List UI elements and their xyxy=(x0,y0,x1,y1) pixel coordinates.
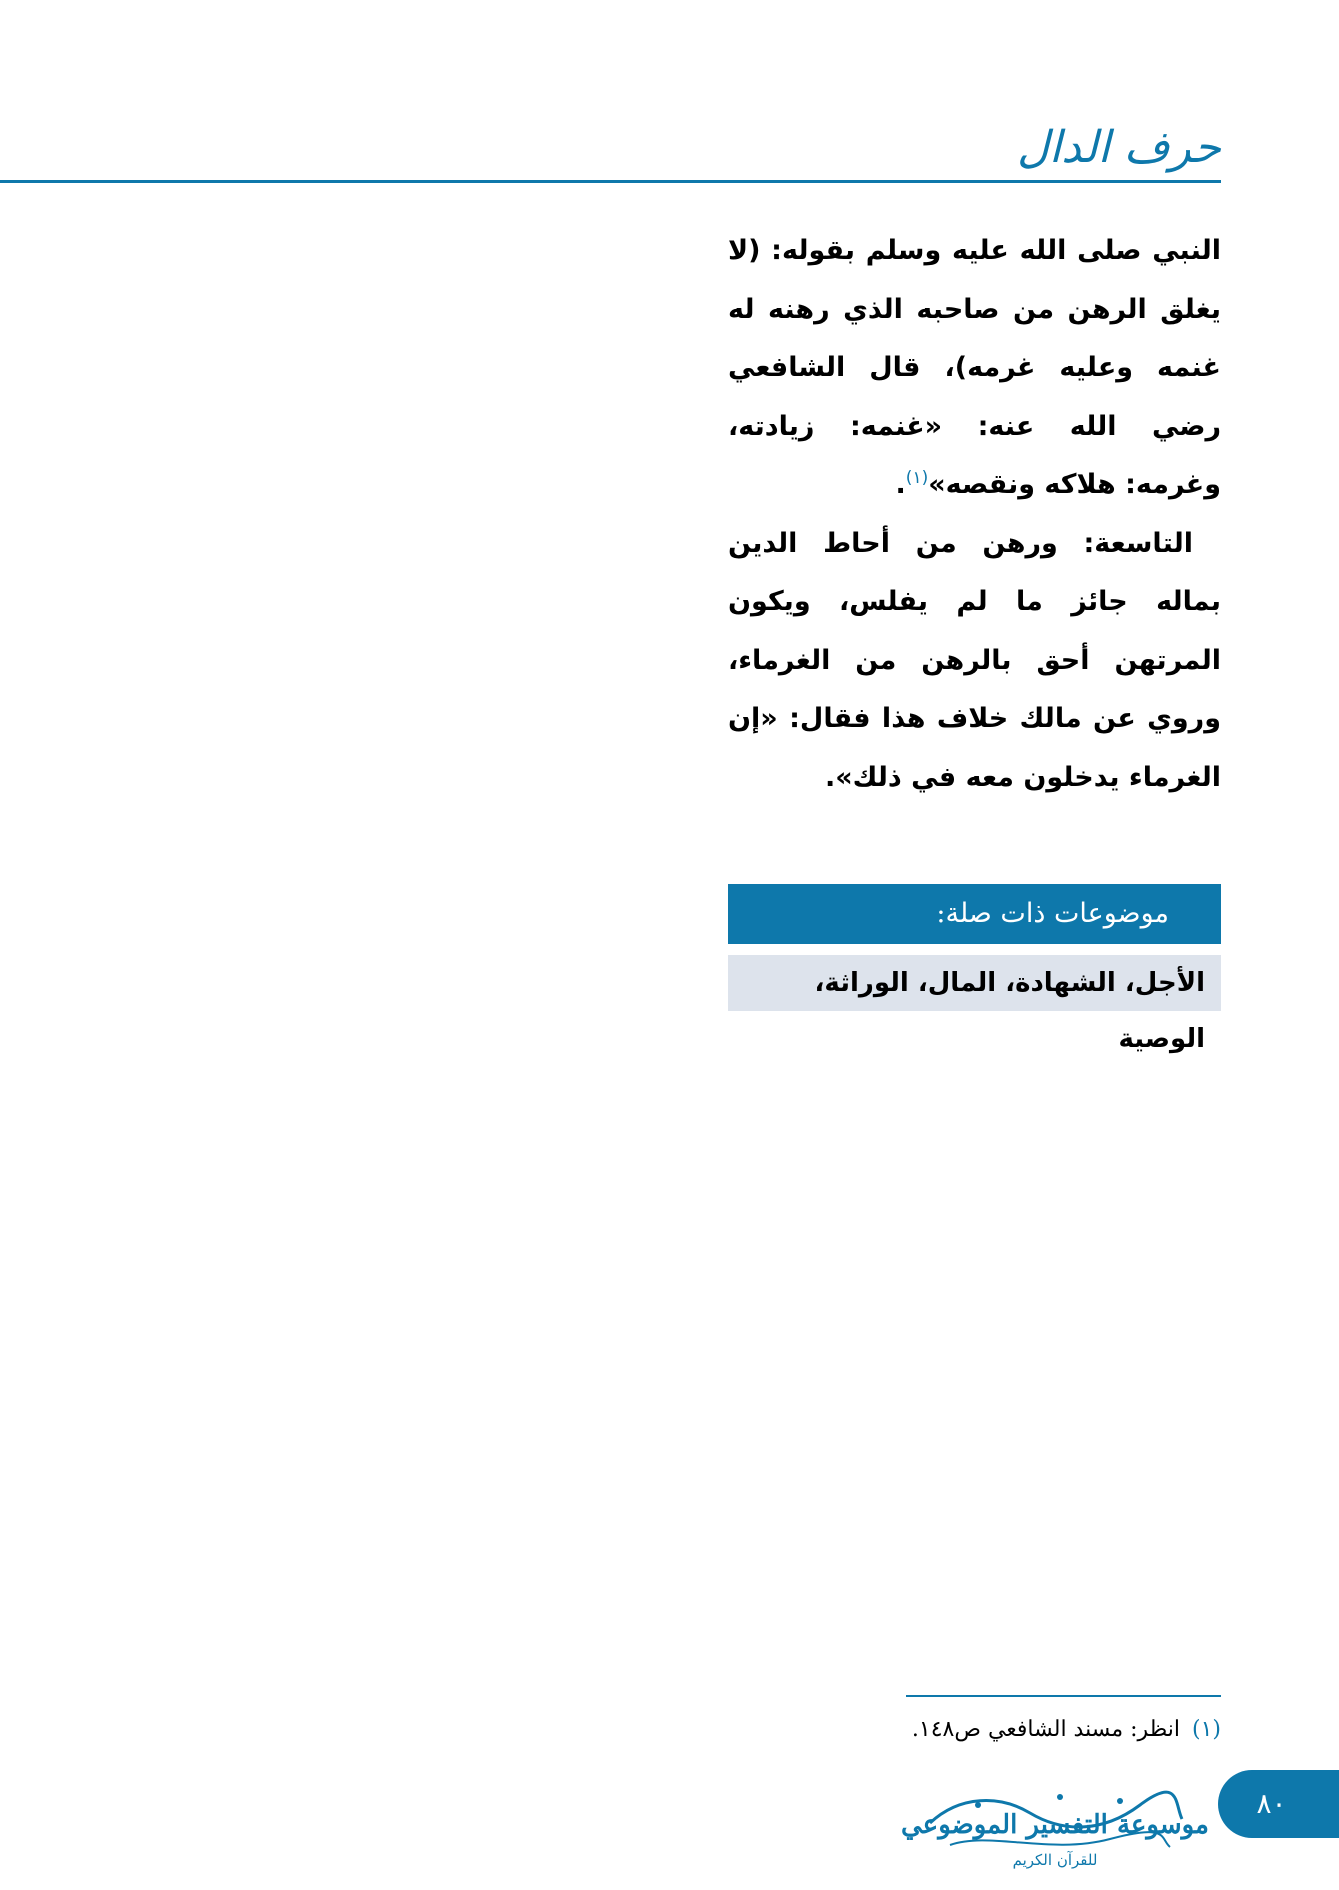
main-text-column xyxy=(728,222,1221,807)
logo-subtitle: للقرآن الكريم xyxy=(1012,1851,1098,1869)
footnote-text: انظر: مسند الشافعي ص١٤٨. xyxy=(911,1717,1180,1742)
footnote-reference[interactable]: (١) xyxy=(905,468,929,488)
footnote-1 xyxy=(700,1712,1221,1748)
logo-title: موسوعة التفسير الموضوعي xyxy=(901,1810,1209,1840)
section-title: حرف الدال xyxy=(1017,122,1221,173)
page-number-badge xyxy=(1218,1770,1339,1838)
footnote-number: (١) xyxy=(1191,1717,1221,1742)
paragraph-2 xyxy=(728,515,1221,808)
encyclopedia-logo xyxy=(901,1775,1209,1875)
paragraph-2-label: التاسعة: xyxy=(1083,527,1193,559)
logo-ornament-icon xyxy=(901,1775,1209,1875)
related-topics-list: الأجل، الشهادة، المال، الوراثة، الوصية xyxy=(728,955,1221,1011)
header-divider xyxy=(0,180,1221,183)
paragraph-2-text: ورهن من أحاط الدين بماله جائز ما لم يفلس، ويكون المرتهن أحق بالرهن من الغرماء، وروي عن مالك خلاف هذا فقال: «إن الغرماء يدخلون معه في ذلك». xyxy=(728,527,1221,793)
footnote-divider xyxy=(906,1695,1221,1697)
page-number: ٨٠ xyxy=(1256,1787,1287,1820)
paragraph-1-end: . xyxy=(895,469,906,500)
paragraph-1 xyxy=(728,222,1221,515)
paragraph-1-text: النبي صلى الله عليه وسلم بقوله: (لا يغلق الرهن من صاحبه الذي رهنه له غنمه وعليه غرمه)، قال الشافعي رضي الله عنه: «غنمه: زيادته، وغرمه: هلاكه ونقصه» xyxy=(728,235,1221,500)
related-topics-heading: موضوعات ذات صلة: xyxy=(728,884,1221,944)
